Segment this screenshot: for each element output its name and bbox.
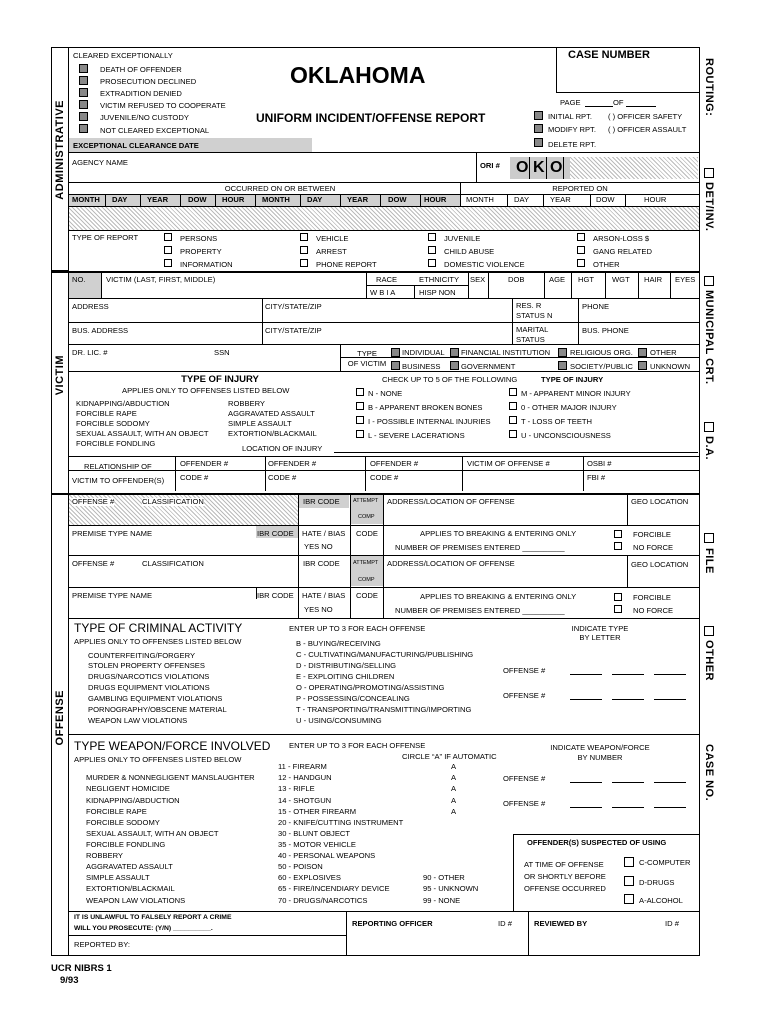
victim-type-society: SOCIETY/PUBLIC: [570, 362, 633, 371]
rep-col-year: YEAR: [550, 195, 571, 204]
location-of-injury-label: LOCATION OF INJURY: [242, 444, 323, 453]
injury-code-i: I - POSSIBLE INTERNAL INJURIES: [368, 417, 491, 426]
criminal-offense-label-2: OFFENSE #: [503, 691, 546, 700]
weapon-applies-label: APPLIES ONLY TO OFFENSES LISTED BELOW: [74, 755, 242, 764]
rpt-property-label: PROPERTY: [180, 247, 222, 256]
cleared-item-1: DEATH OF OFFENDER: [100, 65, 182, 74]
no-force-checkbox-1[interactable]: [614, 542, 622, 550]
occ-col-day: DAY: [112, 195, 128, 204]
occurred-label: OCCURRED ON OR BETWEEN: [224, 184, 336, 193]
occ-col-year: YEAR: [147, 195, 169, 204]
weapon-offense-3: FORCIBLE RAPE: [86, 807, 147, 816]
delete-rpt-label: DELETE RPT.: [548, 140, 597, 149]
injury-m-checkbox[interactable]: [509, 388, 517, 396]
breaking-label-1: APPLIES TO BREAKING & ENTERING ONLY: [420, 529, 577, 538]
weapon-offense-2: KIDNAPPING/ABDUCTION: [86, 796, 180, 805]
victim-drlic-label: DR. LIC. #: [72, 348, 108, 357]
criminal-code-o: O - OPERATING/PROMOTING/ASSISTING: [296, 683, 445, 692]
victim-type-other-checkbox[interactable]: [638, 348, 647, 357]
victim-type-government: GOVERNMENT: [461, 362, 516, 371]
attempt-label-1[interactable]: ATTEMPT: [353, 498, 379, 504]
criminal-code-b: B - BUYING/RECEIVING: [296, 639, 381, 648]
comp-label-2[interactable]: COMP: [358, 577, 375, 583]
osbi-label: OSBI #: [587, 459, 612, 468]
injury-code-0: 0 - OTHER MAJOR INJURY: [521, 403, 617, 412]
victim-type-financial: FINANCIAL INSTITUTION: [461, 348, 551, 357]
weapon-enter-label: ENTER UP TO 3 FOR EACH OFFENSE: [289, 741, 426, 750]
modify-rpt-checkbox[interactable]: [534, 124, 543, 133]
comp-label-1[interactable]: COMP: [358, 514, 375, 520]
weapon-code-99: 99 - NONE: [423, 896, 461, 905]
rep-col-dow: DOW: [596, 195, 615, 204]
cleared-exceptionally-header: CLEARED EXCEPTIONALLY: [73, 51, 173, 60]
victim-marital-label: MARITAL: [516, 325, 549, 334]
occ-col-dow: DOW: [188, 195, 207, 204]
weapon-auto-5[interactable]: A: [451, 807, 457, 816]
occ-col-month-2: MONTH: [262, 195, 290, 204]
cleared-checkbox-3[interactable]: [79, 88, 88, 97]
criminal-code-d: D - DISTRIBUTING/SELLING: [296, 661, 396, 670]
criminal-code-t: T - TRANSPORTING/TRANSMITTING/IMPORTING: [296, 705, 472, 714]
rep-col-hour: HOUR: [644, 195, 667, 204]
hate-bias-label-2: HATE / BIAS: [302, 591, 346, 600]
no-force-label-2: NO FORCE: [633, 606, 674, 615]
routing-da-checkbox[interactable]: [704, 422, 714, 432]
ibr-code-label-1: IBR CODE: [303, 497, 340, 506]
weapon-code-65: 65 - FIRE/INCENDIARY DEVICE: [278, 884, 390, 893]
side-label-administrative: ADMINISTRATIVE: [54, 100, 66, 200]
routing-det-checkbox[interactable]: [704, 168, 714, 178]
cleared-checkbox-4[interactable]: [79, 100, 88, 109]
rpt-other-label: OTHER: [593, 260, 620, 269]
premise-type-label-1: PREMISE TYPE NAME: [72, 529, 153, 538]
victim-sex-label: SEX: [470, 275, 486, 284]
weapon-offense-5: SEXUAL ASSAULT, WITH AN OBJECT: [86, 829, 219, 838]
victim-type-society-checkbox[interactable]: [558, 361, 567, 370]
victim-ssn-label: SSN: [214, 348, 230, 357]
relationship-label: RELATIONSHIP OF: [84, 462, 152, 471]
type-of-report-label: TYPE OF REPORT: [72, 233, 139, 242]
criminal-code-p: P - POSSESSING/CONCEALING: [296, 694, 410, 703]
code-no-1: CODE #: [180, 473, 209, 482]
victim-type-label-2: OF VICTIM: [347, 359, 387, 368]
victim-wgt-label: WGT: [612, 275, 630, 284]
unlawful-notice: IT IS UNLAWFUL TO FALSELY REPORT A CRIME: [74, 914, 232, 921]
side-label-da: D.A.: [703, 436, 715, 460]
yes-no-label-1[interactable]: YES NO: [304, 542, 333, 551]
rpt-persons-checkbox[interactable]: [164, 233, 172, 241]
rpt-information-label: INFORMATION: [180, 260, 233, 269]
victim-type-label: TYPE: [357, 349, 377, 358]
suspected-alcohol-label: A-ALCOHOL: [639, 896, 683, 905]
weapon-code-12: 12 - HANDGUN: [278, 773, 332, 782]
victim-address-label: ADDRESS: [72, 302, 109, 311]
rpt-juvenile-checkbox[interactable]: [428, 233, 436, 241]
check-up-label: CHECK UP TO 5 OF THE FOLLOWING: [382, 375, 518, 384]
rpt-arrest-label: ARREST: [316, 247, 347, 256]
weapon-offense-8: AGGRAVATED ASSAULT: [86, 862, 173, 871]
rpt-child-abuse-label: CHILD ABUSE: [444, 247, 495, 256]
rpt-vehicle-label: VEHICLE: [316, 234, 349, 243]
victim-race-label: RACE: [376, 275, 398, 284]
cleared-item-5: JUVENILE/NO CUSTODY: [100, 113, 189, 122]
criminal-offense-0: COUNTERFEITING/FORGERY: [88, 651, 196, 660]
geo-location-label-1: GEO LOCATION: [631, 497, 689, 506]
premises-entered-label-2[interactable]: NUMBER OF PREMISES ENTERED __________: [395, 606, 565, 615]
rpt-arson-label: ARSON-LOSS $: [593, 234, 650, 243]
injury-l-checkbox[interactable]: [356, 430, 364, 438]
victim-type-unknown-checkbox[interactable]: [638, 361, 647, 370]
weapon-offense-9: SIMPLE ASSAULT: [86, 873, 150, 882]
rpt-domestic-checkbox[interactable]: [428, 259, 436, 267]
reviewer-id-label: ID #: [665, 919, 679, 928]
injury-code-b: B - APPARENT BROKEN BONES: [368, 403, 483, 412]
victim-type-financial-checkbox[interactable]: [450, 348, 459, 357]
injury-code-n: N - NONE: [368, 389, 403, 398]
weapon-force-title: TYPE WEAPON/FORCE INVOLVED: [74, 739, 271, 753]
cleared-item-2: PROSECUTION DECLINED: [100, 77, 197, 86]
victim-marital-label-2: STATUS: [516, 335, 545, 344]
victim-dob-label: DOB: [508, 275, 525, 284]
weapon-code-14: 14 - SHOTGUN: [278, 796, 332, 805]
premise-ibr-code-1: IBR CODE: [257, 529, 294, 538]
victim-phone-label: PHONE: [582, 302, 610, 311]
criminal-offense-4: GAMBLING EQUIPMENT VIOLATIONS: [88, 694, 223, 703]
side-label-case-no: CASE NO.: [703, 744, 715, 802]
code-no-2: CODE #: [268, 473, 297, 482]
offender-no-3: OFFENDER #: [370, 459, 419, 468]
injury-col1-4: FORCIBLE FONDLING: [76, 439, 156, 448]
injury-col1-2: FORCIBLE SODOMY: [76, 419, 150, 428]
form-subtitle: UNIFORM INCIDENT/OFFENSE REPORT: [256, 111, 486, 125]
no-force-checkbox-2[interactable]: [614, 605, 622, 613]
form-title: OKLAHOMA: [290, 62, 426, 88]
rpt-information-checkbox[interactable]: [164, 259, 172, 267]
occ-col-hour-2: HOUR: [424, 195, 447, 204]
rpt-other-checkbox[interactable]: [577, 259, 585, 267]
weapon-code-20: 20 - KNIFE/CUTTING INSTRUMENT: [278, 818, 404, 827]
injury-col1-0: KIDNAPPING/ABDUCTION: [76, 399, 170, 408]
injury-col2-0: ROBBERY: [228, 399, 265, 408]
side-label-offense: OFFENSE: [54, 690, 66, 746]
ori-char-1[interactable]: O: [516, 159, 529, 176]
weapon-indicate-label: INDICATE WEAPON/FORCE: [550, 743, 650, 752]
weapon-offense-label-2: OFFENSE #: [503, 799, 546, 808]
victim-type-individual: INDIVIDUAL: [402, 348, 445, 357]
victim-hgt-label: HGT: [578, 275, 595, 284]
injury-col1-1: FORCIBLE RAPE: [76, 409, 137, 418]
victim-type-individual-checkbox[interactable]: [391, 348, 400, 357]
forcible-checkbox-1[interactable]: [614, 530, 622, 538]
offense-no-label-1: OFFENSE #: [72, 497, 115, 506]
weapon-offense-6: FORCIBLE FONDLING: [86, 840, 166, 849]
cleared-item-4: VICTIM REFUSED TO COOPERATE: [100, 101, 226, 110]
suspected-desc-1: OR SHORTLY BEFORE: [524, 872, 606, 881]
weapon-offense-label-1: OFFENSE #: [503, 774, 546, 783]
ori-char-2[interactable]: K: [533, 159, 545, 176]
delete-rpt-checkbox[interactable]: [534, 138, 543, 147]
occ-col-day-2: DAY: [307, 195, 323, 204]
criminal-enter-label: ENTER UP TO 3 FOR EACH OFFENSE: [289, 624, 426, 633]
weapon-code-70: 70 - DRUGS/NARCOTICS: [278, 896, 368, 905]
victim-type-business: BUSINESS: [402, 362, 441, 371]
initial-rpt-checkbox[interactable]: [534, 111, 543, 120]
side-label-municipal-crt: MUNICIPAL CRT.: [703, 290, 715, 385]
victim-no-label: NO.: [72, 275, 86, 284]
initial-rpt-label: INITIAL RPT.: [548, 112, 593, 121]
criminal-offense-1: STOLEN PROPERTY OFFENSES: [88, 661, 205, 670]
suspected-drugs-checkbox[interactable]: [624, 876, 634, 886]
injury-code-m: M - APPARENT MINOR INJURY: [521, 389, 631, 398]
criminal-indicate-label-2: BY LETTER: [579, 633, 621, 642]
criminal-code-c: C - CULTIVATING/MANUFACTURING/PUBLISHING: [296, 650, 474, 659]
cleared-item-6: NOT CLEARED EXCEPTIONAL: [100, 126, 210, 135]
cleared-checkbox-5[interactable]: [79, 112, 88, 121]
officer-assault-label: ( ) OFFICER ASSAULT: [608, 125, 687, 134]
code-label-2: CODE: [356, 591, 378, 600]
victim-hair-label: HAIR: [644, 275, 663, 284]
weapon-code-95: 95 - UNKNOWN: [423, 884, 479, 893]
suspected-drugs-label: D-DRUGS: [639, 878, 675, 887]
victim-ethnicity-label: ETHNICITY: [419, 275, 460, 284]
classification-label-2: CLASSIFICATION: [142, 559, 204, 568]
attempt-label-2[interactable]: ATTEMPT: [353, 560, 379, 566]
injury-col2-3: EXTORTION/BLACKMAIL: [228, 429, 317, 438]
weapon-auto-2[interactable]: A: [451, 773, 457, 782]
rpt-persons-label: PERSONS: [180, 234, 218, 243]
routing-other-checkbox[interactable]: [704, 626, 714, 636]
suspected-desc-2: OFFENSE OCCURRED: [524, 884, 606, 893]
suspected-title: OFFENDER(S) SUSPECTED OF USING: [527, 838, 667, 847]
premise-type-label-2: PREMISE TYPE NAME: [72, 591, 153, 600]
weapon-offense-4: FORCIBLE SODOMY: [86, 818, 160, 827]
ori-char-3[interactable]: O: [550, 159, 563, 176]
reported-label: REPORTED ON: [552, 184, 608, 193]
side-label-other: OTHER: [703, 640, 715, 681]
rpt-arson-checkbox[interactable]: [577, 233, 585, 241]
injury-u-checkbox[interactable]: [509, 430, 517, 438]
criminal-offense-2: DRUGS/NARCOTICS VIOLATIONS: [88, 672, 210, 681]
weapon-offense-7: ROBBERY: [86, 851, 123, 860]
rpt-child-abuse-checkbox[interactable]: [428, 246, 436, 254]
weapon-code-40: 40 - PERSONAL WEAPONS: [278, 851, 376, 860]
injury-code-u: U - UNCONSCIOUSNESS: [521, 431, 611, 440]
ibr-code-label-2: IBR CODE: [303, 559, 340, 568]
prosecute-question[interactable]: WILL YOU PROSECUTE: (Y/N) __________.: [74, 925, 213, 932]
weapon-code-35: 35 - MOTOR VEHICLE: [278, 840, 356, 849]
criminal-applies-label: APPLIES ONLY TO OFFENSES LISTED BELOW: [74, 637, 242, 646]
weapon-code-11: 11 - FIREARM: [278, 762, 327, 771]
victim-type-religious-checkbox[interactable]: [558, 348, 567, 357]
victim-type-unknown: UNKNOWN: [650, 362, 691, 371]
side-label-det-inv: DET/INV.: [703, 182, 715, 232]
cleared-checkbox-1[interactable]: [79, 64, 88, 73]
suspected-alcohol-checkbox[interactable]: [624, 894, 634, 904]
weapon-offense-1: NEGLIGENT HOMICIDE: [86, 784, 170, 793]
victim-city-label: CITY/STATE/ZIP: [265, 302, 322, 311]
injury-i-checkbox[interactable]: [356, 416, 364, 424]
reported-by-label: REPORTED BY:: [74, 940, 130, 949]
criminal-code-u: U - USING/CONSUMING: [296, 716, 382, 725]
victim-type-other: OTHER: [650, 348, 677, 357]
officer-id-label: ID #: [498, 919, 512, 928]
case-number-label: CASE NUMBER: [568, 49, 650, 61]
weapon-auto-1[interactable]: A: [451, 762, 457, 771]
victim-age-label: AGE: [549, 275, 566, 284]
weapon-code-15: 15 - OTHER FIREARM: [278, 807, 357, 816]
victim-eyes-label: EYES: [675, 275, 696, 284]
suspected-computer-checkbox[interactable]: [624, 857, 634, 867]
criminal-offense-6: WEAPON LAW VIOLATIONS: [88, 716, 188, 725]
side-label-file: FILE: [703, 548, 715, 574]
classification-label-1: CLASSIFICATION: [142, 497, 204, 506]
weapon-code-13: 13 - RIFLE: [278, 784, 315, 793]
suspected-computer-label: C-COMPUTER: [639, 858, 691, 867]
ori-label: ORI #: [480, 161, 500, 170]
cleared-checkbox-2[interactable]: [79, 76, 88, 85]
occ-col-dow-2: DOW: [388, 195, 407, 204]
victim-race-codes[interactable]: W B I A: [370, 288, 396, 297]
rep-col-month: MONTH: [466, 195, 494, 204]
side-label-routing: ROUTING:: [703, 58, 715, 117]
injury-n-checkbox[interactable]: [356, 388, 364, 396]
type-of-injury-2: TYPE OF INJURY: [541, 375, 604, 384]
page-label: PAGE: [560, 98, 581, 107]
weapon-code-90: 90 - OTHER: [423, 873, 465, 882]
routing-municipal-checkbox[interactable]: [704, 276, 714, 286]
relationship-label-2: VICTIM TO OFFENDER(S): [72, 476, 165, 485]
weapon-code-60: 60 - EXPLOSIVES: [278, 873, 341, 882]
rpt-phone-checkbox[interactable]: [300, 259, 308, 267]
victim-eth-codes[interactable]: HISP NON: [419, 288, 456, 297]
exceptional-clearance-date-label: EXCEPTIONAL CLEARANCE DATE: [73, 141, 199, 150]
code-no-3: CODE #: [370, 473, 399, 482]
forcible-checkbox-2[interactable]: [614, 593, 622, 601]
criminal-activity-title: TYPE OF CRIMINAL ACTIVITY: [74, 621, 243, 635]
rpt-vehicle-checkbox[interactable]: [300, 233, 308, 241]
rpt-domestic-label: DOMESTIC VIOLENCE: [444, 260, 525, 269]
officer-safety-label: ( ) OFFICER SAFETY: [608, 112, 683, 121]
rpt-arrest-checkbox[interactable]: [300, 246, 308, 254]
yes-no-label-2[interactable]: YES NO: [304, 605, 333, 614]
weapon-auto-3[interactable]: A: [451, 784, 457, 793]
injury-code-l: L - SEVERE LACERATIONS: [368, 431, 465, 440]
reviewed-by-label: REVIEWED BY: [534, 919, 588, 928]
rpt-phone-label: PHONE REPORT: [316, 260, 377, 269]
victim-bus-city-label: CITY/STATE/ZIP: [265, 326, 322, 335]
suspected-desc-0: AT TIME OF OFFENSE: [524, 860, 604, 869]
injury-code-t: T - LOSS OF TEETH: [521, 417, 593, 426]
criminal-offense-label-1: OFFENSE #: [503, 666, 546, 675]
code-label-1: CODE: [356, 529, 378, 538]
injury-0-checkbox[interactable]: [509, 402, 517, 410]
forcible-label-2: FORCIBLE: [633, 593, 671, 602]
victim-bus-address-label: BUS. ADDRESS: [72, 326, 129, 335]
occ-col-month: MONTH: [72, 195, 100, 204]
rpt-gang-label: GANG RELATED: [593, 247, 652, 256]
weapon-code-50: 50 - POISON: [278, 862, 323, 871]
offense-address-label-1: ADDRESS/LOCATION OF OFFENSE: [387, 497, 515, 506]
injury-col2-1: AGGRAVATED ASSAULT: [228, 409, 315, 418]
cleared-checkbox-6[interactable]: [79, 124, 88, 133]
injury-b-checkbox[interactable]: [356, 402, 364, 410]
no-force-label-1: NO FORCE: [633, 543, 674, 552]
hate-bias-label-1: HATE / BIAS: [302, 529, 346, 538]
offense-no-label-2: OFFENSE #: [72, 559, 115, 568]
injury-col2-2: SIMPLE ASSAULT: [228, 419, 292, 428]
weapon-indicate-label-2: BY NUMBER: [577, 753, 623, 762]
criminal-offense-3: DRUGS EQUIPMENT VIOLATIONS: [88, 683, 210, 692]
victim-type-government-checkbox[interactable]: [450, 361, 459, 370]
rpt-gang-checkbox[interactable]: [577, 246, 585, 254]
victim-res-status-label-2: STATUS N: [516, 311, 553, 320]
occ-col-hour: HOUR: [222, 195, 245, 204]
criminal-indicate-label: INDICATE TYPE: [571, 624, 629, 633]
modify-rpt-label: MODIFY RPT.: [548, 125, 596, 134]
premise-ibr-code-2: IBR CODE: [257, 591, 294, 600]
form-date: 9/93: [60, 975, 79, 986]
agency-name-label: AGENCY NAME: [72, 158, 128, 167]
weapon-offense-0: MURDER & NONNEGLIGENT MANSLAUGHTER: [86, 773, 255, 782]
offender-no-2: OFFENDER #: [268, 459, 317, 468]
forcible-label-1: FORCIBLE: [633, 530, 671, 539]
victim-res-status-label: RES. R: [516, 301, 542, 310]
victim-of-offense-label: VICTIM OF OFFENSE #: [467, 459, 550, 468]
weapon-circle-label: CIRCLE “A” IF AUTOMATIC: [402, 752, 497, 761]
reporting-officer-label: REPORTING OFFICER: [352, 919, 433, 928]
injury-title: TYPE OF INJURY: [181, 374, 259, 385]
rpt-juvenile-label: JUVENILE: [444, 234, 481, 243]
weapon-code-30: 30 - BLUNT OBJECT: [278, 829, 351, 838]
weapon-offense-10: EXTORTION/BLACKMAIL: [86, 884, 175, 893]
side-label-victim: VICTIM: [54, 355, 66, 396]
weapon-auto-4[interactable]: A: [451, 796, 457, 805]
criminal-offense-5: PORNOGRAPHY/OBSCENE MATERIAL: [88, 705, 227, 714]
form-id: UCR NIBRS 1: [51, 963, 112, 974]
criminal-code-e: E - EXPLOITING CHILDREN: [296, 672, 395, 681]
injury-t-checkbox[interactable]: [509, 416, 517, 424]
occ-col-year-2: YEAR: [347, 195, 369, 204]
victim-name-label: VICTIM (LAST, FIRST, MIDDLE): [106, 275, 216, 284]
weapon-offense-11: WEAPON LAW VIOLATIONS: [86, 896, 186, 905]
rep-col-day: DAY: [514, 195, 530, 204]
routing-file-checkbox[interactable]: [704, 533, 714, 543]
offender-no-1: OFFENDER #: [180, 459, 229, 468]
premises-entered-label-1[interactable]: NUMBER OF PREMISES ENTERED __________: [395, 543, 565, 552]
victim-type-religious: RELIGIOUS ORG.: [570, 348, 633, 357]
victim-bus-phone-label: BUS. PHONE: [582, 326, 629, 335]
victim-type-business-checkbox[interactable]: [391, 361, 400, 370]
cleared-item-3: EXTRADITION DENIED: [100, 89, 182, 98]
geo-location-label-2: GEO LOCATION: [631, 560, 689, 569]
fbi-label: FBI #: [587, 473, 606, 482]
page-of-label: OF: [613, 98, 624, 107]
breaking-label-2: APPLIES TO BREAKING & ENTERING ONLY: [420, 592, 577, 601]
offense-address-label-2: ADDRESS/LOCATION OF OFFENSE: [387, 559, 515, 568]
rpt-property-checkbox[interactable]: [164, 246, 172, 254]
injury-col1-3: SEXUAL ASSAULT, WITH AN OBJECT: [76, 429, 209, 438]
injury-applies: APPLIES ONLY TO OFFENSES LISTED BELOW: [122, 386, 290, 395]
